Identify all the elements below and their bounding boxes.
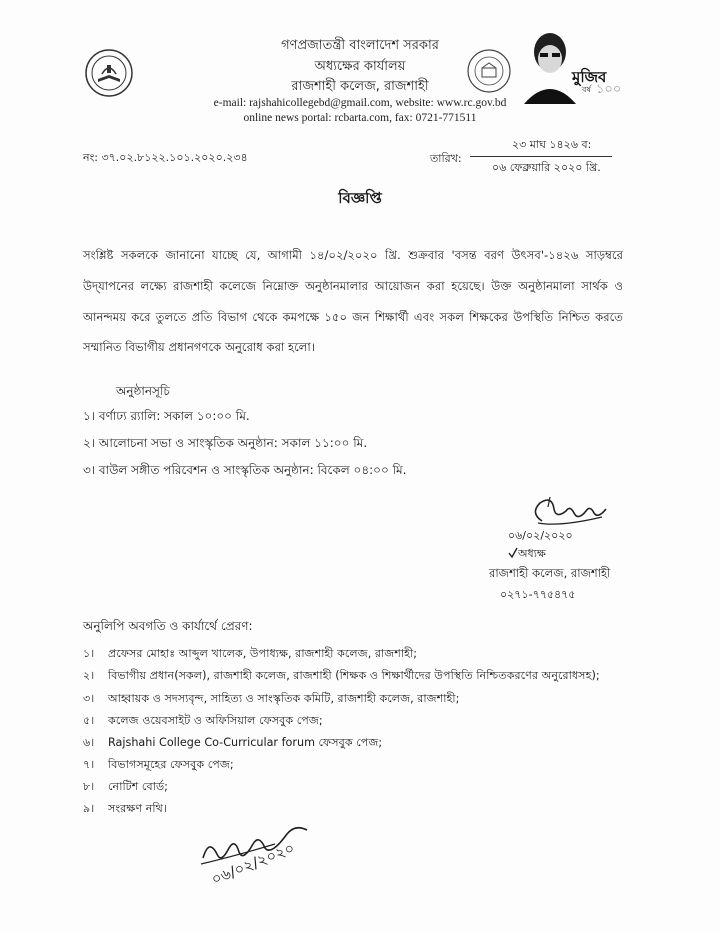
list-item (83, 669, 600, 682)
notice-body: সংশ্লিষ্ট সকলকে জানানো যাচ্ছে যে, আগামী ১৪/০২/২০২০ খ্রি. শুক্রবার 'বসন্ত বরণ উৎসব'-১৪২৬ সাড়ম্বরে উদ্‌যাপনের লক্ষ্যে রাজশাহী কলেজে নিম্নোক্ত অনুষ্ঠানমালার আয়োজন করা হয়েছে। উক্ত অনুষ্ঠানমালা সার্থক ও আনন্দময় করে তুলতে প্রতি বিভাগ থেকে কমপক্ষে ১৫০ জন শিক্ষার্থী এবং সকল শিক্ষকের উপস্থিতি নিশ্চিত করতে সম্মানিত বিভাগীয় প্রধানগণকে অনুরোধ করা হলো। (83, 248, 623, 355)
program-item: ১। বর্ণাঢ্য র‍্যালি: সকাল ১০:০০ মি. (83, 409, 250, 423)
list-item (83, 647, 417, 660)
portrait-icon (520, 26, 580, 104)
badge-year: ১০০ (596, 82, 622, 97)
header-contact-email: e-mail: rajshahicollegebd@gmail.com, website: www.rc.gov.bd (213, 97, 507, 109)
header-government: গণপ্রজাতন্ত্রী বাংলাদেশ সরকার (281, 38, 439, 53)
signature-role: অধ্যক্ষ (518, 547, 546, 560)
list-item-number: ৭। (83, 758, 95, 771)
header-contact-portal: online news portal: rcbarta.com, fax: 0721-771511 (243, 112, 477, 124)
list-item-text: সংরক্ষণ নথি। (108, 802, 167, 815)
copies-heading: অনুলিপি অবগতি ও কার্যার্থে প্রেরণ: (83, 619, 253, 633)
list-item-text: বিভাগীয় প্রধান(সকল), রাজশাহী কলেজ, রাজশাহী (শিক্ষক ও শিক্ষার্থীদের উপস্থিতি নিশ্চিতকরণের অনুরোধসহ); (108, 669, 600, 682)
signature-institution: রাজশাহী কলেজ, রাজশাহী (489, 566, 611, 580)
seal-icon (466, 48, 512, 94)
list-item-number: ৮। (83, 780, 95, 793)
date-label: তারিখ: (430, 152, 462, 165)
program-item: ২। আলোচনা সভা ও সাংস্কৃতিক অনুষ্ঠান: সকাল ১১:০০ মি. (83, 436, 368, 450)
principal-signature-icon (520, 493, 620, 533)
handwritten-date: ০৬/০২/২০২০ (208, 838, 298, 889)
list-item-number: ১। (83, 647, 95, 660)
tick-mark-icon (508, 547, 518, 559)
badge-subtext: বর্ষ (582, 85, 591, 94)
list-item-text: কলেজ ওয়েবসাইট ও অফিসিয়াল ফেসবুক পেজ; (108, 714, 323, 727)
list-item (83, 714, 323, 727)
list-item-number: ৫। (83, 714, 95, 727)
list-item-text: আহ্বায়ক ও সদস্যবৃন্দ, সাহিত্য ও সাংস্কৃতিক কমিটি, রাজশাহী কলেজ, রাজশাহী; (108, 692, 460, 705)
program-heading: অনুষ্ঠানসূচি (116, 384, 170, 398)
badge-text: মুজিব (572, 68, 607, 86)
date-divider (470, 156, 612, 157)
list-item (83, 802, 167, 815)
list-item-text: Rajshahi College Co-Curricular forum ফেসবুক পেজ; (108, 736, 383, 749)
list-item (83, 780, 168, 793)
list-item-number: ৩। (83, 692, 95, 705)
list-item-number: ৯। (83, 802, 95, 815)
header-college: রাজশাহী কলেজ, রাজশাহী (291, 79, 429, 94)
reference-number: নং: ৩৭.০২.৮১২২.১০১.২০২০.২৩৪ (83, 151, 248, 164)
notice-title: বিজ্ঞপ্তি (338, 189, 382, 207)
date-english: ০৬ ফেব্রুয়ারি ২০২০ খ্রি. (492, 161, 601, 174)
list-item-text: প্রফেসর মোহাঃ আব্দুল খালেক, উপাধ্যক্ষ, রাজশাহী কলেজ, রাজশাহী; (108, 647, 417, 660)
signature-phone: ০২৭১-৭৭৫৪৭৫ (500, 588, 576, 601)
list-item-text: নোটিশ বোর্ড; (108, 780, 168, 793)
header-office: অধ্যক্ষের কার্যালয় (314, 59, 406, 74)
signature-date: ০৬/০২/২০২০ (508, 529, 573, 542)
list-item-number: ৬। (83, 736, 95, 749)
list-item (83, 736, 382, 749)
list-item-text: বিভাগসমূহের ফেসবুক পেজ; (108, 758, 234, 771)
mujib-borsho-badge (520, 26, 622, 104)
list-item (83, 692, 459, 705)
list-item-number: ২। (83, 669, 95, 682)
program-item: ৩। বাউল সঙ্গীত পরিবেশন ও সাংস্কৃতিক অনুষ্ঠান: বিকেল ০৪:০০ মি. (83, 463, 407, 477)
date-bangla: ২৩ মাঘ ১৪২৬ ব: (512, 138, 592, 151)
list-item (83, 758, 234, 771)
